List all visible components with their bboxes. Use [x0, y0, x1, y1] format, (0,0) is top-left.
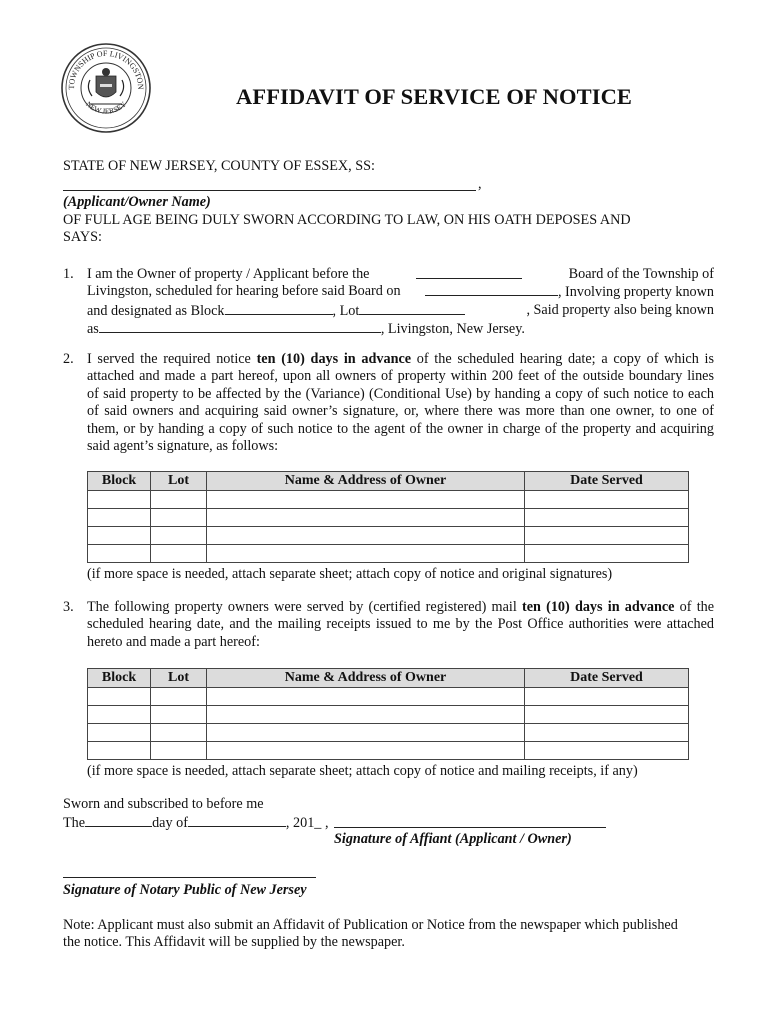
table-header-row: [88, 669, 689, 688]
table-row: [88, 527, 689, 545]
table-cell[interactable]: [88, 742, 151, 760]
owners-served-table: [87, 471, 689, 563]
table-row: [88, 706, 689, 724]
item-2-emphasis: ten (10) days in advance: [256, 351, 412, 367]
table-header-row: [88, 472, 689, 491]
table-cell[interactable]: [525, 491, 689, 509]
lot-field[interactable]: [359, 302, 465, 315]
table-cell[interactable]: [525, 724, 689, 742]
table-cell[interactable]: [525, 509, 689, 527]
table-row: [88, 742, 689, 760]
col-header-lot: Lot: [151, 472, 207, 491]
table-row: [88, 724, 689, 742]
table-cell[interactable]: [88, 724, 151, 742]
table-row: [88, 545, 689, 563]
table-cell[interactable]: [151, 742, 207, 760]
table-cell[interactable]: [207, 706, 525, 724]
table-cell[interactable]: [525, 706, 689, 724]
table-cell[interactable]: [88, 706, 151, 724]
svg-text:NEW JERSEY: [84, 99, 128, 115]
item-1-line-1b: Board of the Township of: [568, 266, 714, 282]
item-1-line-1a: I am the Owner of property / Applicant before the: [87, 266, 370, 282]
table-row: [88, 688, 689, 706]
table-cell[interactable]: [88, 509, 151, 527]
state-county-line: STATE OF NEW JERSEY, COUNTY OF ESSEX, SS:: [63, 158, 375, 174]
table-cell[interactable]: [525, 527, 689, 545]
col-header-block: Block: [88, 472, 151, 491]
item-1-line-3c: , Said property also being known: [526, 301, 714, 318]
table-cell[interactable]: [525, 688, 689, 706]
item-1-text: [87, 266, 714, 339]
item-1-line-2a: Livingston, scheduled for hearing before said Board on: [87, 283, 401, 300]
month-field[interactable]: [188, 814, 286, 827]
year-text: , 201_ ,: [285, 815, 329, 831]
item-3-text: The following property owners were served by (certified registered) mail ten (10) days in advance of the scheduled hearing date, and the mailing receipts issued to me by the Post Office authorities were attached hereto and made a part hereof:: [87, 599, 715, 650]
item-1-number: 1.: [63, 266, 74, 282]
seal-ring-bottom-text: NEW JERSEY: [84, 99, 128, 116]
applicant-name-field[interactable]: [63, 180, 476, 191]
table-cell[interactable]: [151, 491, 207, 509]
table-cell[interactable]: [151, 509, 207, 527]
table-cell[interactable]: [88, 688, 151, 706]
table-row: [88, 491, 689, 509]
table-cell[interactable]: [207, 742, 525, 760]
table-cell[interactable]: [207, 545, 525, 563]
item-3-table-note: (if more space is needed, attach separate sheet; attach copy of notice and mailing receipts, if any): [87, 763, 638, 779]
col-header-name-address: Name & Address of Owner: [207, 669, 525, 688]
footer-note-line-2: the notice. This Affidavit will be supplied by the newspaper.: [63, 934, 405, 950]
hearing-date-field[interactable]: [425, 283, 558, 296]
col-header-name-address: Name & Address of Owner: [207, 472, 525, 491]
oath-line-2: SAYS:: [63, 229, 102, 245]
item-1-line-2b: , Involving property known: [557, 284, 714, 301]
affiant-signature-label: Signature of Affiant (Applicant / Owner): [334, 831, 572, 847]
footer-note-line-1: Note: Applicant must also submit an Affidavit of Publication or Notice from the newspaper which published: [63, 917, 678, 933]
table-cell[interactable]: [151, 545, 207, 563]
table-cell[interactable]: [151, 724, 207, 742]
mailed-owners-table: [87, 668, 689, 760]
sworn-line: Sworn and subscribed to before me: [63, 796, 264, 812]
item-1-line-4a: as: [87, 321, 99, 338]
applicant-name-label: (Applicant/Owner Name): [63, 194, 211, 210]
col-header-date-served: Date Served: [525, 669, 689, 688]
col-header-block: Block: [88, 669, 151, 688]
affiant-signature-line[interactable]: [334, 815, 606, 828]
oath-line-1: OF FULL AGE BEING DULY SWORN ACCORDING TO LAW, ON HIS OATH DEPOSES AND: [63, 212, 631, 228]
table-cell[interactable]: [207, 527, 525, 545]
item-3-emphasis: ten (10) days in advance: [521, 599, 675, 615]
notary-signature-line[interactable]: [63, 867, 316, 878]
item-3-number: 3.: [63, 599, 74, 615]
table-cell[interactable]: [207, 688, 525, 706]
township-seal: [60, 42, 152, 134]
table-cell[interactable]: [207, 509, 525, 527]
table-cell[interactable]: [88, 527, 151, 545]
table-cell[interactable]: [207, 491, 525, 509]
known-as-field[interactable]: [99, 320, 381, 333]
table-cell[interactable]: [88, 491, 151, 509]
col-header-date-served: Date Served: [525, 472, 689, 491]
item-2-table-note: (if more space is needed, attach separate sheet; attach copy of notice and original signatures): [87, 566, 613, 582]
table-row: [88, 509, 689, 527]
block-field[interactable]: [225, 302, 333, 315]
table-cell[interactable]: [207, 724, 525, 742]
table-cell[interactable]: [151, 706, 207, 724]
item-1-line-4b: , Livingston, New Jersey.: [380, 321, 525, 338]
sworn-date-line: The day of , 201_ ,: [63, 815, 329, 831]
table-cell[interactable]: [151, 527, 207, 545]
item-1-line-3a: and designated as Block: [87, 302, 225, 319]
notary-signature-label: Signature of Notary Public of New Jersey: [63, 882, 307, 898]
item-2-number: 2.: [63, 351, 74, 367]
page-title: AFFIDAVIT OF SERVICE OF NOTICE: [236, 84, 633, 109]
table-cell[interactable]: [88, 545, 151, 563]
seal-ring-top-text: TOWNSHIP OF LIVINGSTON: [66, 48, 146, 90]
item-1-line-3b: , Lot: [332, 302, 360, 319]
item-2-text: I served the required notice ten (10) days in advance of the scheduled hearing date; a copy of which is attached and made a part hereof, upon all owners of property within 200 feet of the outside boundary lines of said property to be affected by the (Variance) (Conditional Use) by handing a copy of such notice to each of said owners and acquiring said owner’s signature, or, where there was more than one owner, to one of them, or by handing a copy of such notice to the agent of the owner in charge of the property and acquiring said agent’s signature, as follows:: [87, 351, 714, 455]
day-field[interactable]: [85, 814, 152, 827]
table-cell[interactable]: [151, 688, 207, 706]
table-cell[interactable]: [525, 742, 689, 760]
table-cell[interactable]: [525, 545, 689, 563]
col-header-lot: Lot: [151, 669, 207, 688]
board-name-field[interactable]: [416, 266, 522, 279]
